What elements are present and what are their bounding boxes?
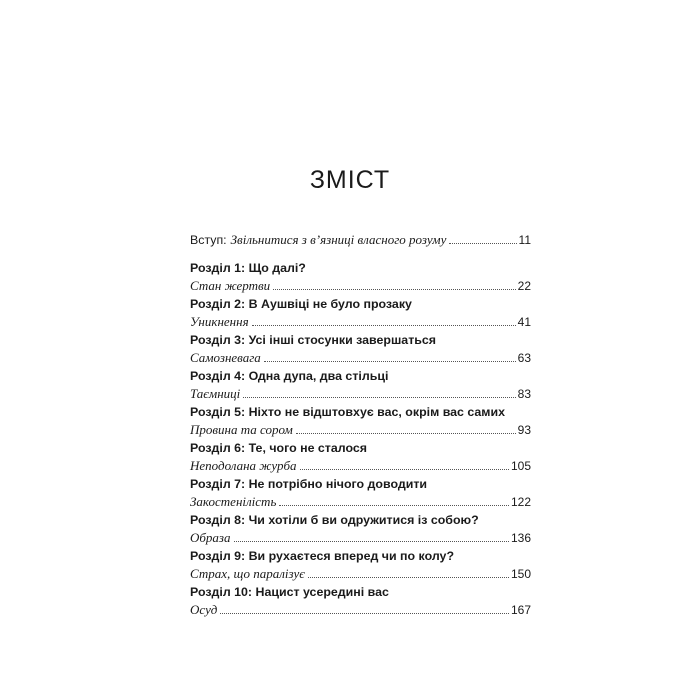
chapter-subtitle-row bbox=[190, 349, 531, 367]
toc-entry-2 bbox=[190, 296, 531, 331]
chapter-heading: Розділ 5: Ніхто не відштовхує вас, окрім вас самих bbox=[190, 405, 505, 419]
toc-entry-8 bbox=[190, 512, 531, 547]
intro-page-number: 11 bbox=[518, 233, 531, 247]
chapter-page-number: 63 bbox=[517, 351, 531, 365]
chapter-page-number: 83 bbox=[517, 387, 531, 401]
chapter-heading: Розділ 2: В Аушвіці не було прозаку bbox=[190, 297, 412, 311]
dot-leader bbox=[449, 243, 516, 244]
chapter-subtitle: Провина та сором bbox=[190, 422, 293, 437]
chapter-page-number: 93 bbox=[517, 423, 531, 437]
chapter-page-number: 105 bbox=[510, 459, 531, 473]
chapter-page-number: 22 bbox=[517, 279, 531, 293]
chapter-heading: Розділ 9: Ви рухаєтеся вперед чи по колу? bbox=[190, 549, 455, 563]
dot-leader bbox=[234, 541, 509, 542]
toc-entry-10 bbox=[190, 584, 531, 619]
dot-leader bbox=[300, 469, 509, 470]
toc-intro bbox=[190, 231, 531, 249]
dot-leader bbox=[243, 397, 515, 398]
chapter-subtitle: Самозневага bbox=[190, 350, 261, 365]
chapter-subtitle-row bbox=[190, 277, 531, 295]
dot-leader bbox=[220, 613, 509, 614]
toc-entry-5 bbox=[190, 404, 531, 439]
chapter-subtitle: Неподолана журба bbox=[190, 458, 297, 473]
chapter-subtitle-row bbox=[190, 493, 531, 511]
chapter-page-number: 167 bbox=[510, 603, 531, 617]
chapter-page-number: 41 bbox=[517, 315, 531, 329]
chapter-subtitle-row bbox=[190, 529, 531, 547]
toc-entry-3 bbox=[190, 332, 531, 367]
chapter-subtitle: Осуд bbox=[190, 602, 218, 617]
chapter-subtitle-row bbox=[190, 457, 531, 475]
table-of-contents bbox=[190, 231, 531, 620]
chapter-page-number: 136 bbox=[510, 531, 531, 545]
chapter-subtitle-row bbox=[190, 601, 531, 619]
toc-entry-4 bbox=[190, 368, 531, 403]
chapter-subtitle: Таємниці bbox=[190, 386, 241, 401]
toc-entry-9 bbox=[190, 548, 531, 583]
dot-leader bbox=[273, 289, 515, 290]
page-title: ЗМІСТ bbox=[309, 166, 391, 194]
chapter-subtitle: Закостенілість bbox=[190, 494, 277, 509]
chapter-subtitle-row bbox=[190, 313, 531, 331]
chapter-heading: Розділ 8: Чи хотіли б ви одружитися із собою? bbox=[190, 513, 479, 527]
toc-entry-6 bbox=[190, 440, 531, 475]
dot-leader bbox=[308, 577, 509, 578]
chapter-subtitle-row bbox=[190, 565, 531, 583]
chapter-subtitle: Образа bbox=[190, 530, 231, 545]
chapter-subtitle: Стан жертви bbox=[190, 278, 271, 293]
chapter-heading: Розділ 4: Одна дупа, два стільці bbox=[190, 369, 389, 383]
dot-leader bbox=[279, 505, 509, 506]
dot-leader bbox=[296, 433, 516, 434]
intro-subtitle: Звільнитися з в’язниці власного розуму bbox=[230, 232, 447, 247]
chapter-page-number: 150 bbox=[510, 567, 531, 581]
intro-prefix: Вступ: bbox=[190, 233, 227, 247]
dot-leader bbox=[252, 325, 516, 326]
chapter-heading: Розділ 6: Те, чого не сталося bbox=[190, 441, 368, 455]
chapter-subtitle-row bbox=[190, 385, 531, 403]
chapter-subtitle: Уникнення bbox=[190, 314, 249, 329]
chapter-page-number: 122 bbox=[510, 495, 531, 509]
chapter-subtitle-row bbox=[190, 421, 531, 439]
dot-leader bbox=[264, 361, 516, 362]
chapter-subtitle: Страх, що паралізує bbox=[190, 566, 305, 581]
toc-entry-7 bbox=[190, 476, 531, 511]
chapter-heading: Розділ 3: Усі інші стосунки завершаться bbox=[190, 333, 436, 347]
chapter-heading: Розділ 7: Не потрібно нічого доводити bbox=[190, 477, 428, 491]
chapter-heading: Розділ 1: Що далі? bbox=[190, 261, 306, 275]
toc-entry-1 bbox=[190, 260, 531, 295]
chapter-heading: Розділ 10: Нацист усередині вас bbox=[190, 585, 389, 599]
